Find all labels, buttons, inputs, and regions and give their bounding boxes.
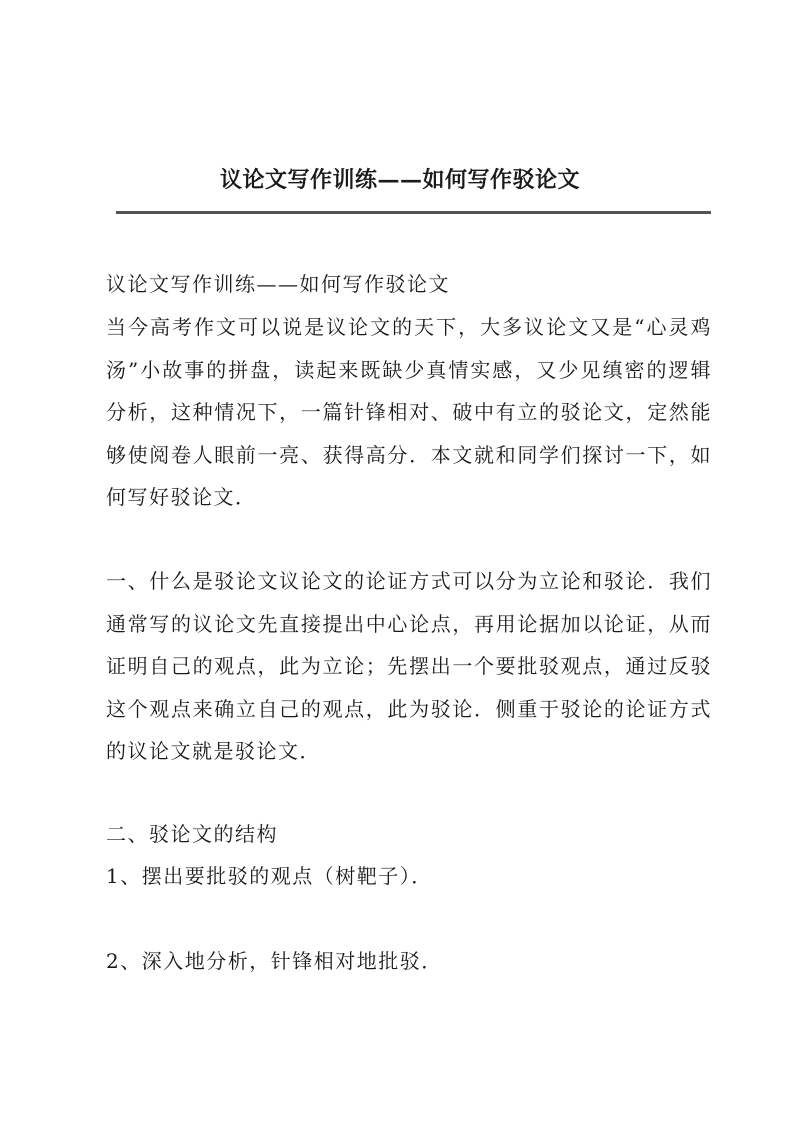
subtitle-paragraph: 议论文写作训练——如何写作驳论文 bbox=[106, 272, 450, 296]
structure-item-2: 2、深入地分析，针锋相对地批驳． bbox=[106, 949, 443, 973]
title-underline bbox=[116, 211, 711, 214]
section-one-paragraph: 一、什么是驳论文议论文的论证方式可以分为立论和驳论．我们通常写的议论文先直接提出中心论点，再用论据加以论证，从而证明自己的观点，此为立论；先摆出一个要批驳观点，通过反驳这个观点来确立自己的观点，此为驳论．侧重于驳论的论证方式的议论文就是驳论文． bbox=[106, 569, 712, 763]
intro-paragraph: 当今高考作文可以说是议论文的天下，大多议论文又是“心灵鸡汤”小故事的拼盘，读起来既缺少真情实感，又少见缜密的逻辑分析，这种情况下，一篇针锋相对、破中有立的驳论文，定然能够使阅卷人眼前一亮、获得高分．本文就和同学们探讨一下，如何写好驳论文． bbox=[106, 315, 712, 509]
section-two-heading: 二、驳论文的结构 bbox=[106, 822, 278, 846]
document-title: 议论文写作训练——如何写作驳论文 bbox=[219, 167, 580, 193]
structure-item-1: 1、摆出要批驳的观点（树靶子）． bbox=[106, 864, 433, 888]
